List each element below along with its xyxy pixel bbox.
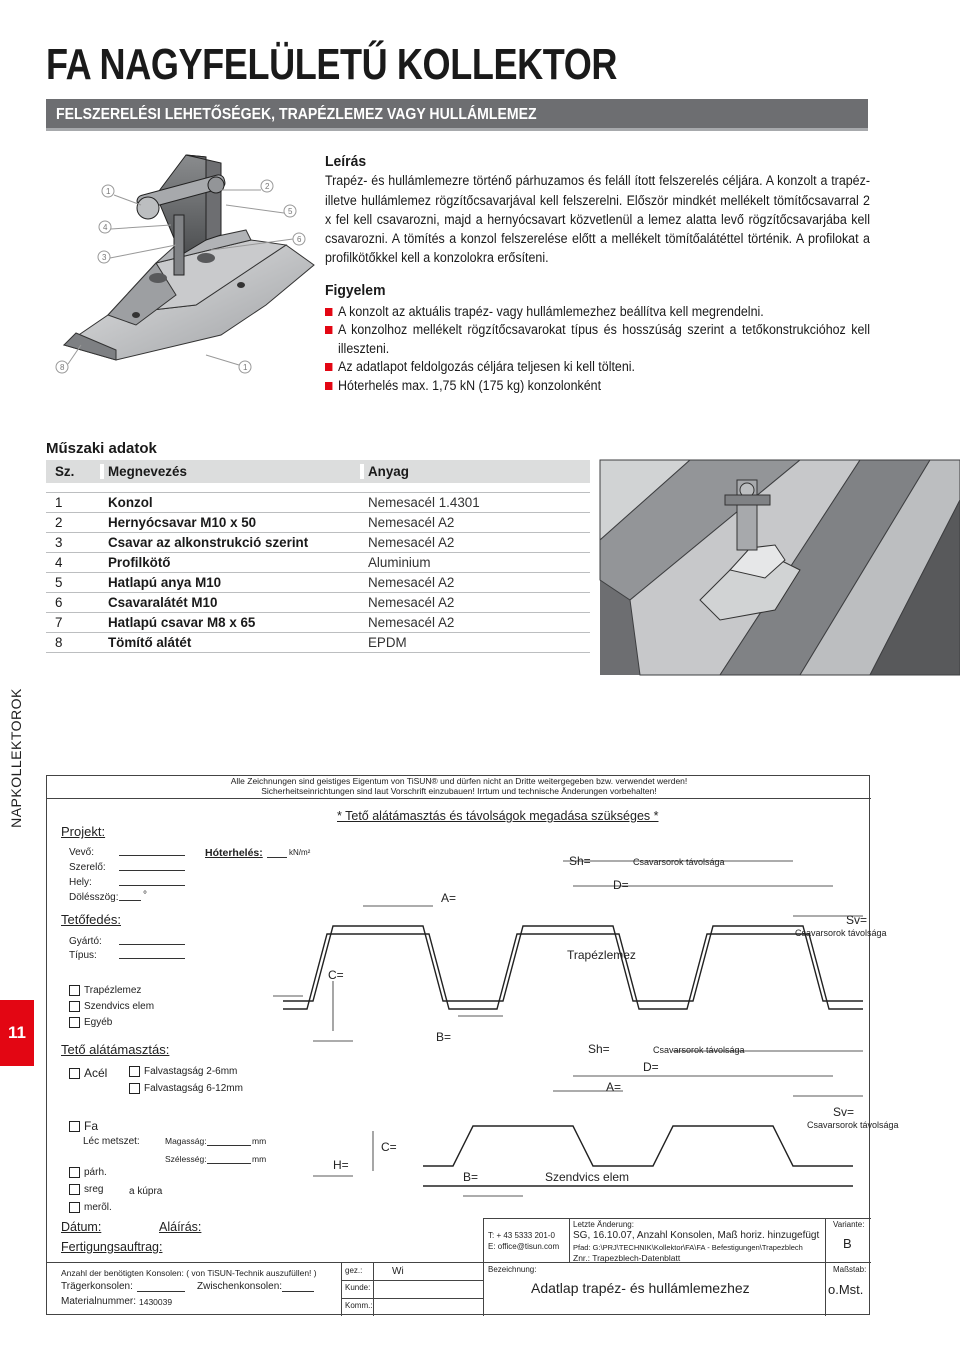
- dim-a2: A=: [606, 1080, 622, 1094]
- gez-value: Wi: [392, 1266, 404, 1277]
- tel-label: T: + 43 5333 201-0: [488, 1231, 555, 1240]
- trager-label: Trägerkonsolen:: [61, 1281, 133, 1292]
- table-row: 5 Hatlapú anya M10 Nemesacél A2: [46, 573, 590, 593]
- callout-3: 3: [102, 253, 107, 262]
- fert-label: Fertigungsauftrag:: [61, 1240, 163, 1254]
- opt-egyeb[interactable]: Egyéb: [69, 1017, 112, 1028]
- alairas-label: Aláírás:: [159, 1220, 202, 1234]
- installation-photo: [600, 460, 960, 675]
- dim-sv: Sv=: [846, 913, 868, 927]
- description-heading: Leírás: [325, 153, 367, 170]
- tetofedes-label: Tetőfedés:: [61, 912, 121, 927]
- table-row: 8 Tömítő alátét EPDM: [46, 633, 590, 653]
- kunde-label: Kunde:: [345, 1283, 371, 1292]
- side-label: NAPKOLLEKTOROK: [8, 688, 24, 828]
- table-row: 7 Hatlapú csavar M8 x 65 Nemesacél A2: [46, 613, 590, 633]
- opt-falv1[interactable]: Falvastagság 2-6mm: [129, 1066, 237, 1077]
- zwischen-label: Zwischenkonsolen:: [197, 1281, 283, 1292]
- gez-label: gez.:: [345, 1266, 363, 1275]
- szerelo-label: Szerelő:: [69, 862, 106, 873]
- dim-sh: Sh=: [569, 854, 591, 868]
- massstab-value: o.Mst.: [828, 1282, 864, 1297]
- znr-label: Znr.: Trapezblech-Datenblatt: [573, 1253, 681, 1263]
- knm2-unit: kN/m²: [289, 848, 311, 857]
- opt-acel[interactable]: Acél: [69, 1066, 107, 1080]
- callout-1: 1: [106, 187, 111, 196]
- mm-unit: mm: [252, 1154, 267, 1164]
- opt-merol[interactable]: merõl.: [69, 1202, 112, 1213]
- table-row: 3 Csavar az alkonstrukció szerint Nemesacél A2: [46, 533, 590, 553]
- warning-item: Hóterhelés max. 1,75 kN (175 kg) konzolonként: [325, 377, 870, 396]
- dim-sv-label: Csavarsorok távolsága: [795, 928, 887, 938]
- dim-sv2: Sv=: [833, 1105, 855, 1119]
- variante-label: Variante:: [833, 1220, 865, 1229]
- callout-5: 5: [288, 207, 293, 216]
- opt-sreg[interactable]: sreg: [69, 1184, 103, 1195]
- tech-table: [46, 460, 590, 653]
- page-number: 11: [0, 1000, 34, 1066]
- email-label: E: office@tisun.com: [488, 1242, 560, 1251]
- bracket-illustration: [46, 145, 316, 385]
- warning-item: A konzolt az aktuális trapéz- vagy hullámlemezhez beállítva kell megrendelni.: [325, 303, 870, 322]
- description-text: Trapéz- és hullámlemezre történő párhuzamos és feláll ított felszerelés céljára. A konzolt a trapéz-illetve hullámlemez rögzítőcsavarjával kell felszerelni. Először mindkét mellékelt tömítőcsavarral 2 x fel kell csavarozni, majd a hernyócsavart közvetlenül a lemez alatta levő rögzítőcsavarjába kell csavarozni. A tömítés a konzol felszerelése előtt a mellékelt tömítőalátéttel történik. A profilokat a profilkötőkkel kell a konzolokra erősíteni.: [325, 173, 870, 266]
- table-row: 4 Profilkötő Aluminium: [46, 553, 590, 573]
- warning-item: Az adatlapot feldolgozás céljára teljesen ki kell tölteni.: [325, 358, 870, 377]
- opt-parh[interactable]: párh.: [69, 1167, 107, 1178]
- sheet-note: * Tető alátámasztás és távolságok megadása szükséges *: [337, 809, 659, 823]
- szendvics-label: Szendvics elem: [545, 1170, 630, 1184]
- callout-8: 8: [60, 363, 65, 372]
- pfad-label: Pfad: G:\PRJ\TECHNIK\Kollektor\FA\FA - Befestigungen\Trapezblech: [573, 1243, 803, 1252]
- dim-sv2-label: Csavarsorok távolsága: [807, 1120, 899, 1130]
- table-row: 2 Hernyócsavar M10 x 50 Nemesacél A2: [46, 513, 590, 533]
- notice: Alle Zeichnungen sind geistiges Eigentum von TiSUN® und dürfen nicht an Dritte weitergegeben bzw. verwendet werden! Sicherheitseinrichtungen sind laut Vorschrift einzubauen! Irrtum und technische Änderungen vorbehalten!: [230, 776, 688, 796]
- kupra-label: a kúpra: [129, 1186, 163, 1197]
- bezeichnung-value: Adatlap trapéz- és hullámlemezhez: [531, 1280, 750, 1296]
- profile-diagram: [273, 841, 899, 1221]
- warning-heading: Figyelem: [325, 282, 386, 299]
- header-name: Megnevezés: [100, 464, 360, 479]
- warning-item: A konzolhoz mellékelt rögzítőcsavarokat típus és hosszúság szerint a tetőkonstrukcióhoz kell illeszteni.: [325, 321, 870, 358]
- komm-label: Komm.:: [345, 1301, 373, 1310]
- description: [325, 152, 870, 268]
- opt-trapez[interactable]: Trapézlemez: [69, 985, 141, 996]
- material-label: Materialnummer:: [61, 1296, 137, 1307]
- mm-unit: mm: [252, 1136, 267, 1146]
- left-margin: [0, 0, 32, 1358]
- lec-label: Léc metszet:: [83, 1136, 140, 1147]
- table-header: [46, 460, 590, 483]
- dim-h: H=: [333, 1158, 349, 1172]
- dim-c: C=: [328, 968, 344, 982]
- callout-6: 6: [297, 235, 302, 244]
- dim-d2: D=: [643, 1060, 659, 1074]
- opt-fa[interactable]: Fa: [69, 1119, 98, 1133]
- variante-value: B: [843, 1236, 852, 1251]
- vevo-label: Vevő:: [69, 847, 95, 858]
- anzahl-label: Anzahl der benötigten Konsolen: ( von TiSUN-Technik auszufüllen! ): [61, 1268, 317, 1278]
- projekt-label: Projekt:: [61, 824, 106, 839]
- callout-2: 2: [265, 182, 270, 191]
- tipus-label: Típus:: [69, 950, 97, 961]
- dim-b2: B=: [463, 1170, 479, 1184]
- opt-falv2[interactable]: Falvastagság 6-12mm: [129, 1083, 243, 1094]
- tech-title: Műszaki adatok: [46, 440, 157, 457]
- datasheet: [46, 775, 899, 1315]
- callout-4: 4: [103, 223, 108, 232]
- section-header: FELSZERELÉSI LEHETŐSÉGEK, TRAPÉZLEMEZ VAGY HULLÁMLEMEZ: [46, 99, 868, 131]
- hoterheles-label: Hóterhelés:: [205, 847, 263, 859]
- letzte-label: Letzte Änderung:: [573, 1220, 634, 1229]
- table-row: 1 Konzol Nemesacél 1.4301: [46, 493, 590, 513]
- datum-label: Dátum:: [61, 1220, 102, 1234]
- dim-sh2-label: Csavarsorok távolsága: [653, 1045, 745, 1055]
- szelesseg-label: Szélesség:: [165, 1154, 207, 1164]
- table-row: 6 Csavaralátét M10 Nemesacél A2: [46, 593, 590, 613]
- header-no: Sz.: [46, 464, 100, 479]
- page-title: FA NAGYFELÜLETŰ KOLLEKTOR: [46, 40, 618, 89]
- teto-alatamasztas-label: Tető alátámasztás:: [61, 1042, 170, 1057]
- dim-sh-label: Csavarsorok távolsága: [633, 857, 725, 867]
- massstab-label: Maßstab:: [833, 1265, 867, 1274]
- callout-1b: 1: [243, 363, 248, 372]
- warning-block: [325, 282, 870, 395]
- magassag-label: Magasság:: [165, 1136, 207, 1146]
- dim-d: D=: [613, 878, 629, 892]
- hely-label: Hely:: [69, 877, 92, 888]
- trapez-label: Trapézlemez: [567, 948, 636, 962]
- gyarto-label: Gyártó:: [69, 936, 102, 947]
- dim-a: A=: [441, 891, 457, 905]
- opt-szendvics[interactable]: Szendvics elem: [69, 1001, 154, 1012]
- dim-c2: C=: [381, 1140, 397, 1154]
- doles-label: Dölésszög:: [69, 892, 119, 903]
- header-material: Anyag: [360, 464, 590, 479]
- material-number: 1430039: [139, 1297, 173, 1307]
- dim-sh2: Sh=: [588, 1042, 610, 1056]
- dim-b: B=: [436, 1030, 452, 1044]
- degree-symbol: °: [143, 890, 147, 901]
- letzte-value: SG, 16.10.07, Anzahl Konsolen, Maß horiz. hinzugefügt: [573, 1230, 820, 1241]
- bezeichnung-label: Bezeichnung:: [488, 1265, 537, 1274]
